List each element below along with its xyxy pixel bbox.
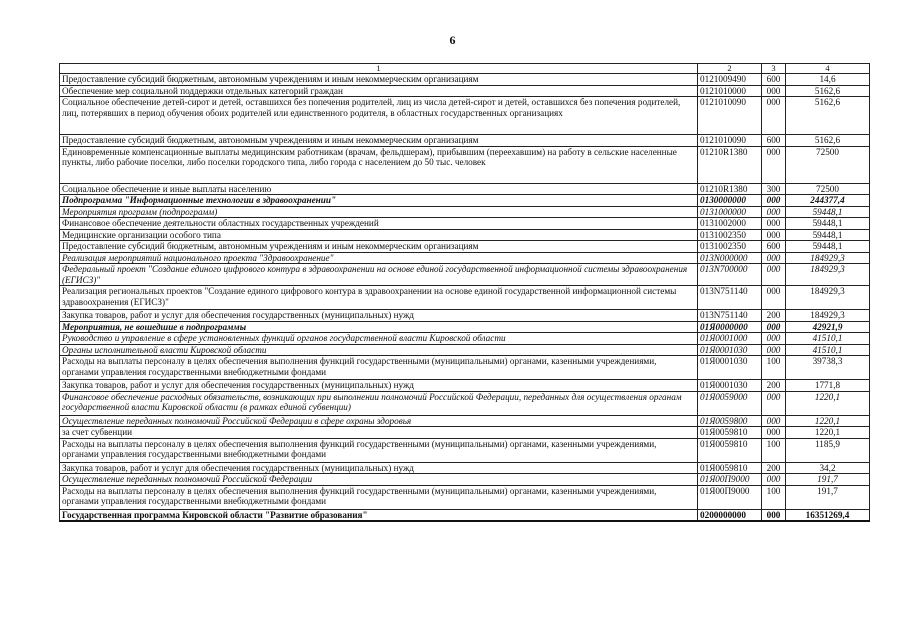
row-name-cell: Осуществление переданных полномочий Российской Федерации в сфере охраны здоровья: [60, 415, 698, 427]
row-sum-cell: 42921,9: [786, 321, 870, 333]
row-sum-cell: 1220,1: [786, 391, 870, 415]
row-name-cell: Реализация региональных проектов "Создание единого цифрового контура в здравоохранении на основе единой государственной информационной системы здравоохранения (ЕГИСЗ)": [60, 286, 698, 310]
row-name-cell: Финансовое обеспечение деятельности областных государственных учреждений: [60, 218, 698, 230]
row-type-cell: 000: [762, 252, 786, 264]
row-name-cell: Обеспечение мер социальной поддержки отдельных категорий граждан: [60, 85, 698, 97]
table-row: [60, 183, 870, 195]
row-name-cell: Предоставление субсидий бюджетным, автономным учреждениям и иным некоммерческим организациям: [60, 135, 698, 147]
table-row: [60, 229, 870, 241]
row-code-cell: 01Я00П9000: [698, 485, 762, 509]
row-type-cell: 300: [762, 183, 786, 195]
row-name-cell: Расходы на выплаты персоналу в целях обеспечения выполнения функций государственными (муниципальными) органами, казенными учреждениями, органами управления государственными внебюджетными фондами: [60, 438, 698, 462]
row-sum-cell: 5162,6: [786, 135, 870, 147]
row-code-cell: 01Я0059810: [698, 427, 762, 439]
row-name-cell: Осуществление переданных полномочий Российской Федерации: [60, 474, 698, 486]
table-row: [60, 462, 870, 474]
row-name-cell: за счет субвенции: [60, 427, 698, 439]
row-code-cell: 0131002350: [698, 229, 762, 241]
table-row: [60, 485, 870, 509]
table-row: [60, 252, 870, 264]
table-row: [60, 97, 870, 135]
page-number: 6: [449, 33, 456, 47]
row-sum-cell: 184929,3: [786, 264, 870, 286]
table-row: [60, 415, 870, 427]
row-sum-cell: 41510,1: [786, 333, 870, 345]
row-type-cell: 600: [762, 241, 786, 253]
budget-table: [59, 63, 870, 522]
row-sum-cell: 5162,6: [786, 97, 870, 135]
table-row: [60, 85, 870, 97]
row-type-cell: 600: [762, 135, 786, 147]
row-code-cell: 01Я0059810: [698, 438, 762, 462]
table-row: [60, 356, 870, 380]
row-code-cell: 013N700000: [698, 264, 762, 286]
row-type-cell: 000: [762, 146, 786, 183]
budget-table-body: [60, 64, 870, 522]
table-row: [60, 74, 870, 86]
row-name-cell: Единовременные компенсационные выплаты медицинским работникам (врачам, фельдшерам), прибывшим (переехавшим) на работу в сельские населенные пункты, либо рабочие поселки, либо поселки городского типа, либо города с населением до 50 тыс. человек: [60, 146, 698, 183]
row-sum-cell: 184929,3: [786, 252, 870, 264]
table-row: [60, 310, 870, 322]
row-name-cell: Социальное обеспечение и иные выплаты населению: [60, 183, 698, 195]
row-name-cell: Предоставление субсидий бюджетным, автономным учреждениям и иным некоммерческим организациям: [60, 241, 698, 253]
row-code-cell: 013N751140: [698, 310, 762, 322]
row-type-cell: 000: [762, 344, 786, 356]
row-type-cell: 200: [762, 462, 786, 474]
row-type-cell: 600: [762, 74, 786, 86]
row-name-cell: Реализация мероприятий национального проекта "Здравоохранение": [60, 252, 698, 264]
row-code-cell: 0131000000: [698, 206, 762, 218]
row-type-cell: 000: [762, 264, 786, 286]
table-row: [60, 333, 870, 345]
row-name-cell: Медицинские организации особого типа: [60, 229, 698, 241]
table-row: [60, 286, 870, 310]
table-row: [60, 391, 870, 415]
row-name-cell: Подпрограмма "Информационные технологии в здравоохранении": [60, 195, 698, 207]
row-type-cell: 000: [762, 286, 786, 310]
row-sum-cell: 1185,9: [786, 438, 870, 462]
row-type-cell: 200: [762, 380, 786, 392]
row-name-cell: Закупка товаров, работ и услуг для обеспечения государственных (муниципальных) нужд: [60, 310, 698, 322]
table-row: [60, 264, 870, 286]
row-name-cell: Мероприятия, не вошедшие в подпрограммы: [60, 321, 698, 333]
row-name-cell: Расходы на выплаты персоналу в целях обеспечения выполнения функций государственными (муниципальными) органами, казенными учреждениями, органами управления государственными внебюджетными фондами: [60, 356, 698, 380]
row-type-cell: 000: [762, 509, 786, 521]
row-sum-cell: 1771,8: [786, 380, 870, 392]
row-code-cell: 0130000000: [698, 195, 762, 207]
row-code-cell: 0121010000: [698, 85, 762, 97]
table-row: [60, 146, 870, 183]
row-type-cell: 000: [762, 333, 786, 345]
row-sum-cell: 1220,1: [786, 415, 870, 427]
header-cell-sum: 4: [786, 64, 870, 74]
row-sum-cell: 59448,1: [786, 206, 870, 218]
row-type-cell: 100: [762, 356, 786, 380]
row-code-cell: 0121010090: [698, 135, 762, 147]
row-sum-cell: 72500: [786, 146, 870, 183]
row-name-cell: Органы исполнительной власти Кировской области: [60, 344, 698, 356]
row-name-cell: Руководство и управление в сфере установленных функций органов государственной власти Кировской области: [60, 333, 698, 345]
table-row: [60, 195, 870, 207]
row-code-cell: 013N751140: [698, 286, 762, 310]
table-row: [60, 380, 870, 392]
row-code-cell: 01Я0059800: [698, 415, 762, 427]
row-sum-cell: 184929,3: [786, 286, 870, 310]
table-row: [60, 206, 870, 218]
table-row: [60, 427, 870, 439]
row-name-cell: Социальное обеспечение детей-сирот и детей, оставшихся без попечения родителей, лиц из числа детей-сирот и детей, оставшихся без попечения родителей, лиц, потерявших в период обучения обоих родителей или единственного родителя, в областных государственных организациях: [60, 97, 698, 135]
row-sum-cell: 72500: [786, 183, 870, 195]
row-code-cell: 013N000000: [698, 252, 762, 264]
row-type-cell: 000: [762, 195, 786, 207]
row-type-cell: 000: [762, 206, 786, 218]
row-name-cell: Расходы на выплаты персоналу в целях обеспечения выполнения функций государственными (муниципальными) органами, казенными учреждениями, органами управления государственными внебюджетными фондами: [60, 485, 698, 509]
row-code-cell: 01Я0059000: [698, 391, 762, 415]
table-row: [60, 474, 870, 486]
row-name-cell: Закупка товаров, работ и услуг для обеспечения государственных (муниципальных) нужд: [60, 380, 698, 392]
row-type-cell: 000: [762, 321, 786, 333]
row-type-cell: 000: [762, 427, 786, 439]
row-sum-cell: 59448,1: [786, 218, 870, 230]
row-type-cell: 000: [762, 415, 786, 427]
row-sum-cell: 184929,3: [786, 310, 870, 322]
row-type-cell: 000: [762, 218, 786, 230]
row-sum-cell: 41510,1: [786, 344, 870, 356]
row-type-cell: 000: [762, 391, 786, 415]
row-sum-cell: 34,2: [786, 462, 870, 474]
row-code-cell: 0131002000: [698, 218, 762, 230]
row-sum-cell: 39738,3: [786, 356, 870, 380]
row-sum-cell: 191,7: [786, 474, 870, 486]
table-header-row: [60, 64, 870, 74]
row-type-cell: 000: [762, 97, 786, 135]
row-sum-cell: 16351269,4: [786, 509, 870, 521]
row-type-cell: 000: [762, 229, 786, 241]
row-code-cell: 01210R1380: [698, 146, 762, 183]
row-sum-cell: 5162,6: [786, 85, 870, 97]
row-name-cell: Предоставление субсидий бюджетным, автономным учреждениям и иным некоммерческим организациям: [60, 74, 698, 86]
row-code-cell: 01Я0059810: [698, 462, 762, 474]
row-type-cell: 200: [762, 310, 786, 322]
row-code-cell: 0121009490: [698, 74, 762, 86]
row-sum-cell: 244377,4: [786, 195, 870, 207]
header-cell-type: 3: [762, 64, 786, 74]
row-type-cell: 000: [762, 85, 786, 97]
table-row: [60, 344, 870, 356]
table-row: [60, 509, 870, 521]
row-code-cell: 01Я0001030: [698, 380, 762, 392]
row-code-cell: 01Я00П9000: [698, 474, 762, 486]
row-sum-cell: 59448,1: [786, 229, 870, 241]
row-sum-cell: 1220,1: [786, 427, 870, 439]
row-sum-cell: 59448,1: [786, 241, 870, 253]
row-name-cell: Закупка товаров, работ и услуг для обеспечения государственных (муниципальных) нужд: [60, 462, 698, 474]
row-code-cell: 01Я0000000: [698, 321, 762, 333]
table-row: [60, 135, 870, 147]
table-row: [60, 438, 870, 462]
row-sum-cell: 14,6: [786, 74, 870, 86]
row-type-cell: 100: [762, 438, 786, 462]
row-name-cell: Финансовое обеспечение расходных обязательств, возникающих при выполнении полномочий Российской Федерации, переданных для осуществления органам государственной власти Кировской области (в рамках единой субвенции): [60, 391, 698, 415]
row-code-cell: 0131002350: [698, 241, 762, 253]
row-code-cell: 01Я0001000: [698, 333, 762, 345]
header-cell-code: 2: [698, 64, 762, 74]
row-code-cell: 01Я0001030: [698, 344, 762, 356]
row-code-cell: 0200000000: [698, 509, 762, 521]
row-code-cell: 01210R1380: [698, 183, 762, 195]
header-cell-name: 1: [60, 64, 698, 74]
row-name-cell: Мероприятия программ (подпрограмм): [60, 206, 698, 218]
row-name-cell: Государственная программа Кировской области "Развитие образования": [60, 509, 698, 521]
row-type-cell: 100: [762, 485, 786, 509]
table-row: [60, 241, 870, 253]
table-row: [60, 321, 870, 333]
table-row: [60, 218, 870, 230]
row-sum-cell: 191,7: [786, 485, 870, 509]
row-code-cell: 0121010090: [698, 97, 762, 135]
row-type-cell: 000: [762, 474, 786, 486]
row-name-cell: Федеральный проект "Создание единого цифрового контура в здравоохранении на основе единой государственной информационной системы здравоохранения (ЕГИСЗ)": [60, 264, 698, 286]
row-code-cell: 01Я0001030: [698, 356, 762, 380]
